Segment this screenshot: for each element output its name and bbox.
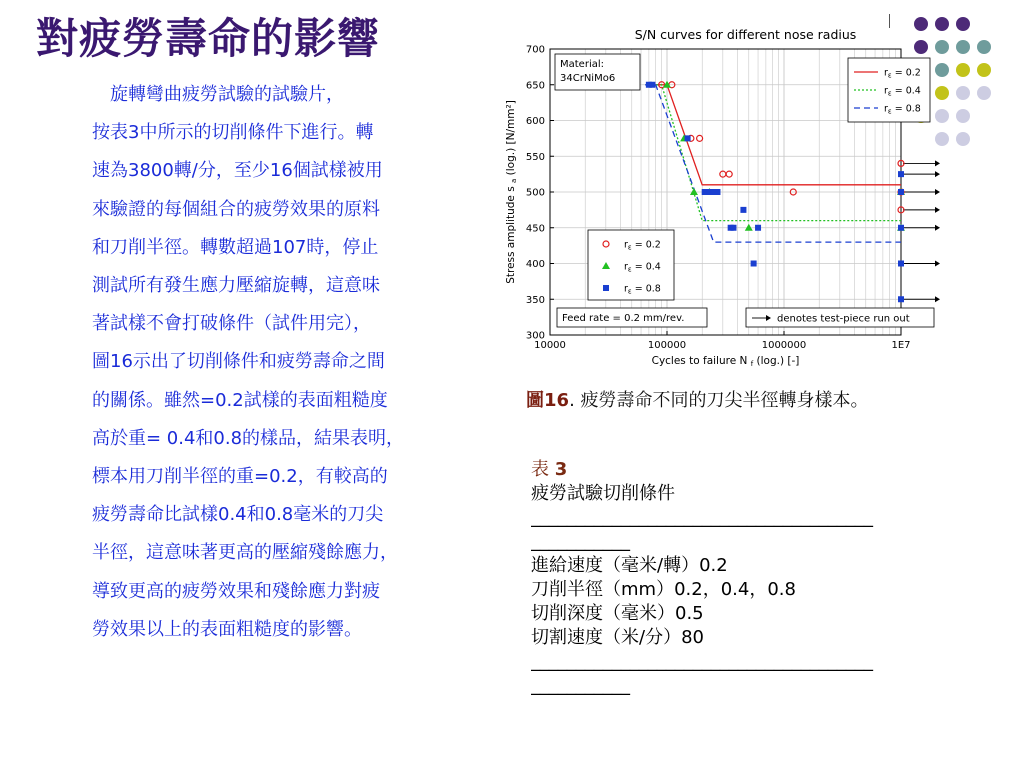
decorative-dot: [977, 63, 991, 77]
figure-caption-text: . 疲勞壽命不同的刀尖半徑轉身樣本。: [569, 390, 869, 411]
decorative-dot: [977, 40, 991, 54]
table-rule-bottom-long: ______________________________________: [531, 651, 873, 672]
paragraph-line: 標本用刀削半徑的重=0.2，有較高的: [92, 466, 388, 488]
runout-arrowhead: [935, 225, 940, 231]
paragraph-line: 高於重= 0.4和0.8的樣品，結果表明，: [92, 427, 405, 449]
table-rule-top-short: ___________: [531, 531, 630, 552]
x-tick-label: 10000: [534, 340, 566, 351]
figure-caption-label: 圖16: [526, 390, 570, 411]
x-tick-label: 1E7: [891, 340, 911, 351]
data-point: [898, 261, 904, 267]
y-tick-label: 600: [525, 116, 545, 127]
table-row: 進給速度（毫米/轉）0.2: [531, 555, 728, 576]
runout-arrowhead: [935, 171, 940, 177]
sn-chart: [500, 22, 950, 380]
page-title: 對疲勞壽命的影響: [36, 14, 381, 63]
runout-arrowhead: [935, 261, 940, 267]
marker-legend-symbol: [603, 285, 609, 291]
curve-legend-label: $r_\varepsilon = 0.8$: [884, 103, 921, 116]
x-axis-label: Cycles to failure N f (log.) [-]: [651, 355, 800, 368]
body-paragraph: [92, 76, 504, 649]
table-row: 切割速度（米/分）80: [531, 627, 704, 648]
y-tick-label: 650: [525, 80, 545, 92]
paragraph-line: 導致更高的疲勞效果和殘餘應力對疲: [92, 580, 380, 602]
table-label-number: 3: [554, 459, 568, 480]
data-point: [730, 225, 736, 231]
y-tick-label: 400: [525, 259, 545, 270]
decorative-dot: [956, 86, 970, 100]
runout-arrowhead: [935, 296, 940, 302]
y-tick-label: 450: [525, 223, 545, 235]
material-text: Material:: [560, 59, 604, 70]
feed-rate-text: Feed rate = 0.2 mm/rev.: [562, 313, 685, 324]
data-point: [649, 82, 655, 88]
marker-legend-label: $r_\varepsilon = 0.2$: [624, 239, 661, 252]
decorative-dot: [956, 132, 970, 146]
sn-curve-figure: [500, 22, 950, 380]
y-tick-label: 350: [525, 294, 545, 306]
decorative-dot: [956, 109, 970, 123]
figure-caption: [526, 386, 869, 412]
decorative-dot: [956, 40, 970, 54]
chart-title: S/N curves for different nose radius: [634, 27, 857, 42]
cutting-conditions-table: [531, 458, 951, 698]
decorative-dot: [956, 17, 970, 31]
data-point: [898, 189, 904, 195]
marker-legend-label: $r_\varepsilon = 0.4$: [624, 261, 661, 274]
data-point: [898, 296, 904, 302]
table-title: 疲勞試驗切削條件: [531, 483, 675, 504]
runout-arrowhead: [935, 189, 940, 195]
runout-note-text: denotes test-piece run out: [777, 313, 910, 325]
paragraph-line: 速為3800轉/分，至少16個試樣被用: [92, 160, 383, 182]
paragraph-line: 著試樣不會打破條件（試件用完），: [92, 313, 371, 335]
data-point: [714, 189, 720, 195]
curve-legend-label: $r_\varepsilon = 0.2$: [884, 67, 921, 80]
y-tick-label: 500: [525, 187, 545, 199]
paragraph-line: 來驗證的每個組合的疲勞效果的原料: [92, 198, 380, 220]
material-text: 34CrNiMo6: [560, 73, 616, 84]
table-rule-bottom-short: ___________: [531, 675, 630, 696]
decorative-dot: [977, 86, 991, 100]
y-tick-label: 300: [525, 330, 545, 342]
table-rows: [531, 554, 951, 650]
paragraph-line: 旋轉彎曲疲勞試驗的試驗片，: [110, 84, 344, 105]
table-row: 刀削半徑（mm）0.2，0.4，0.8: [531, 579, 796, 600]
marker-legend-label: $r_\varepsilon = 0.8$: [624, 283, 661, 296]
table-row: 切削深度（毫米）0.5: [531, 603, 704, 624]
paragraph-line: 圖16示出了切削條件和疲勞壽命之間: [92, 351, 385, 373]
table-label-prefix: 表: [531, 459, 555, 480]
paragraph-line: 和刀削半徑。轉數超過107時，停止: [92, 236, 379, 258]
paragraph-line: 測試所有發生應力壓縮旋轉，這意味: [92, 275, 380, 297]
y-axis-label: Stress amplitude s a (log.) [N/mm²]: [505, 100, 518, 284]
runout-arrowhead: [935, 207, 940, 213]
table-rule-top-long: ______________________________________: [531, 507, 873, 528]
paragraph-line: 半徑，這意味著更高的壓縮殘餘應力，: [92, 542, 398, 564]
data-point: [755, 225, 761, 231]
x-tick-label: 100000: [647, 340, 687, 351]
y-tick-label: 550: [525, 151, 545, 163]
data-point: [898, 225, 904, 231]
paragraph-line: 的關係。雖然=0.2試樣的表面粗糙度: [92, 389, 388, 411]
data-point: [751, 261, 757, 267]
runout-arrowhead: [935, 160, 940, 166]
decorative-dot: [956, 63, 970, 77]
paragraph-line: 疲勞壽命比試樣0.4和0.8毫米的刀尖: [92, 504, 384, 526]
table-label: [531, 458, 951, 482]
y-tick-label: 700: [525, 44, 545, 56]
curve-legend-label: $r_\varepsilon = 0.4$: [884, 85, 921, 98]
data-point: [740, 207, 746, 213]
x-tick-label: 1000000: [761, 340, 807, 351]
paragraph-line: 勞效果以上的表面粗糙度的影響。: [92, 618, 362, 640]
data-point: [685, 135, 691, 141]
paragraph-line: 按表3中所示的切削條件下進行。轉: [92, 122, 374, 144]
data-point: [898, 171, 904, 177]
